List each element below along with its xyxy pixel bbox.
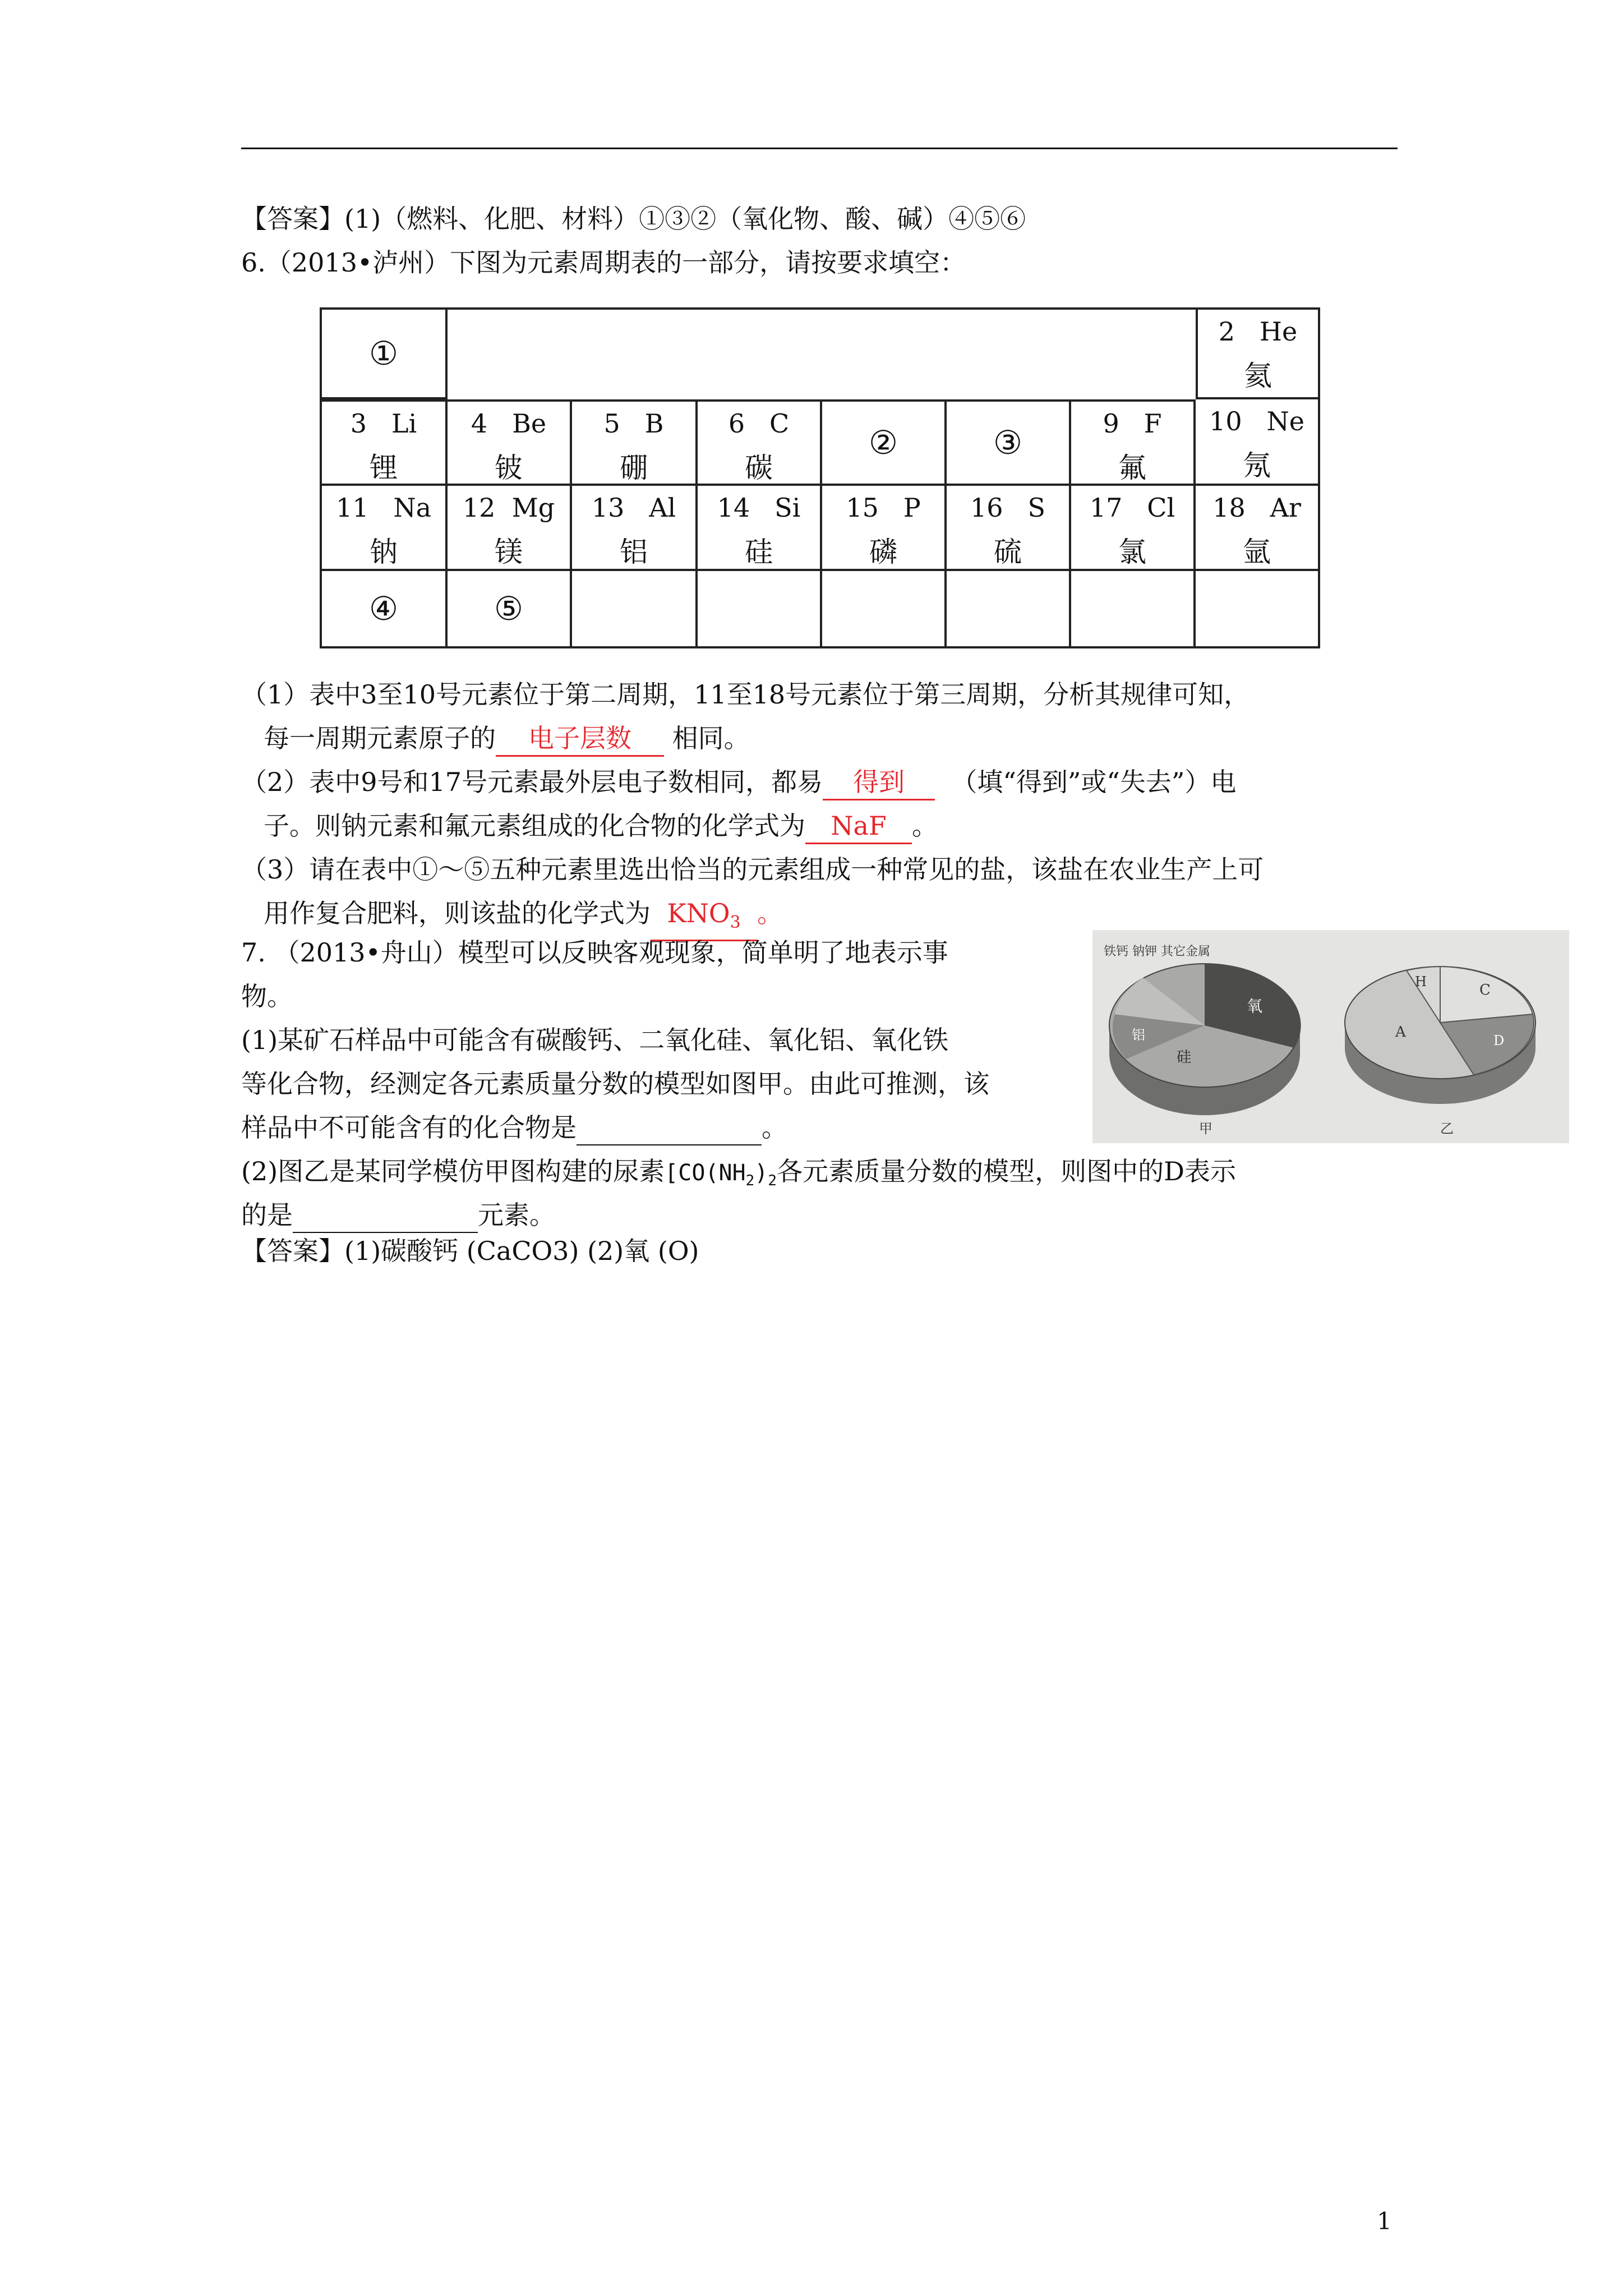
periodic-table (320, 307, 1320, 648)
pie-yi (1345, 967, 1536, 1137)
cell-empty (698, 571, 822, 648)
answer-text: (1)（燃料、化肥、材料）①③②（氧化物、酸、碱）④⑤⑥ (344, 204, 1026, 234)
cell-empty (572, 571, 698, 648)
cell-circle-2: ② (822, 399, 947, 486)
cell-na: 11 Na 钠 (322, 486, 448, 571)
cell-cl: 17 Cl 氯 (1071, 486, 1196, 571)
cell-s: 16 S 硫 (947, 486, 1071, 571)
cell-b: 5 B 硼 (572, 399, 698, 486)
q6-part2-line1: （2）表中9号和17号元素最外层电子数相同，都易 得到 （填“得到”或“失去”）电 (241, 765, 1236, 800)
pie-figure (1092, 930, 1569, 1143)
pie-jia-caption: 甲 (1199, 1121, 1212, 1137)
answer-blank-gain: 得到 (823, 765, 935, 800)
page-number: 1 (1377, 2207, 1392, 2235)
cell-he: 2 He 氦 (1196, 310, 1320, 399)
cell-p: 15 P 磷 (822, 486, 947, 571)
cell-ne: 10 Ne 氖 (1196, 399, 1320, 486)
answer-label: 【答案】 (241, 204, 344, 234)
answer-text: (1)碳酸钙 (CaCO3) (2)氧 (O) (344, 1236, 699, 1266)
q7-line3: (1)某矿石样品中可能含有碳酸钙、二氧化硅、氧化铝、氧化铁 (241, 1025, 949, 1055)
pie-jia-label-o: 氧 (1247, 997, 1263, 1015)
cell-be: 4 Be 铍 (448, 399, 572, 486)
pie-yi-caption: 乙 (1440, 1121, 1454, 1137)
pie-jia (1104, 945, 1301, 1137)
q6-part1-line1: （1）表中3至10号元素位于第二周期，11至18号元素位于第三周期，分析其规律可知， (241, 679, 1250, 710)
answer-blank-electron-shells: 电子层数 (496, 721, 664, 757)
cell-si: 14 Si 硅 (698, 486, 822, 571)
answer-label: 【答案】 (241, 1236, 344, 1266)
answer-line-2 (241, 1234, 699, 1268)
cell-empty (822, 571, 947, 648)
cell-circle-4: ④ (322, 571, 448, 648)
q7-line4: 等化合物，经测定各元素质量分数的模型如图甲。由此可推测，该 (241, 1069, 989, 1099)
answer-blank-kno3: $KNO_3$ (651, 896, 757, 941)
answer-blank-naf: NaF (805, 809, 912, 844)
pie-jia-label-al: 铝 (1132, 1027, 1145, 1043)
header-rule (241, 148, 1398, 149)
q7-line1: 7. （2013•舟山）模型可以反映客观现象，简单明了地表示事 (241, 937, 948, 968)
q6-part1-line2: 每一周期元素原子的 电子层数 相同。 (264, 721, 750, 757)
pie-figure-svg (1092, 930, 1569, 1143)
pie-jia-top-labels: 铁钙 钠钾 其它金属 (1104, 945, 1210, 959)
cell-mg: 12 Mg 镁 (448, 486, 572, 571)
q6-part2-line2: 子。则钠元素和氟元素组成的化合物的化学式为 NaF 。 (264, 809, 938, 844)
q7-line2: 物。 (241, 981, 293, 1011)
cell-circle-1: ① (322, 310, 448, 399)
pie-yi-label-d: D (1493, 1033, 1505, 1048)
cell-f: 9 F 氟 (1071, 399, 1196, 486)
cell-empty (1071, 571, 1196, 648)
pie-jia-label-si: 硅 (1177, 1049, 1192, 1066)
cell-al: 13 Al 铝 (572, 486, 698, 571)
cell-circle-5: ⑤ (448, 571, 572, 648)
pie-yi-label-h: H (1415, 974, 1427, 990)
question-6-stem: 6.（2013•泸州）下图为元素周期表的一部分，请按要求填空： (241, 247, 966, 278)
pie-yi-label-c: C (1479, 982, 1491, 999)
cell-li: 3 Li 锂 (322, 399, 448, 486)
cell-empty (1196, 571, 1320, 648)
cell-c: 6 C 碳 (698, 399, 822, 486)
pie-yi-label-a: A (1395, 1024, 1406, 1041)
answer-blank (293, 1198, 478, 1233)
cell-empty (947, 571, 1071, 648)
q7-line6: (2)图乙是某同学模仿甲图构建的尿素[$CO(NH_2)_2$各元素质量分数的模型，则图中的D表示 (241, 1156, 1236, 1189)
cell-circle-3: ③ (947, 399, 1071, 486)
q7-line7: 的是 元素。 (241, 1198, 555, 1233)
q6-part3-line2: 用作复合肥料，则该盐的化学式为 $KNO_3$ 。 (264, 896, 783, 941)
cell-ar: 18 Ar 氩 (1196, 486, 1320, 571)
q6-part3-line1: （3）请在表中①～⑤五种元素里选出恰当的元素组成一种常见的盐，该盐在农业生产上可 (241, 854, 1264, 885)
urea-formula: [$CO(NH_2)_2$ (665, 1160, 777, 1189)
answer-blank (577, 1111, 762, 1145)
q7-line5: 样品中不可能含有的化合物是 。 (241, 1111, 787, 1145)
answer-line-1 (241, 202, 1026, 236)
